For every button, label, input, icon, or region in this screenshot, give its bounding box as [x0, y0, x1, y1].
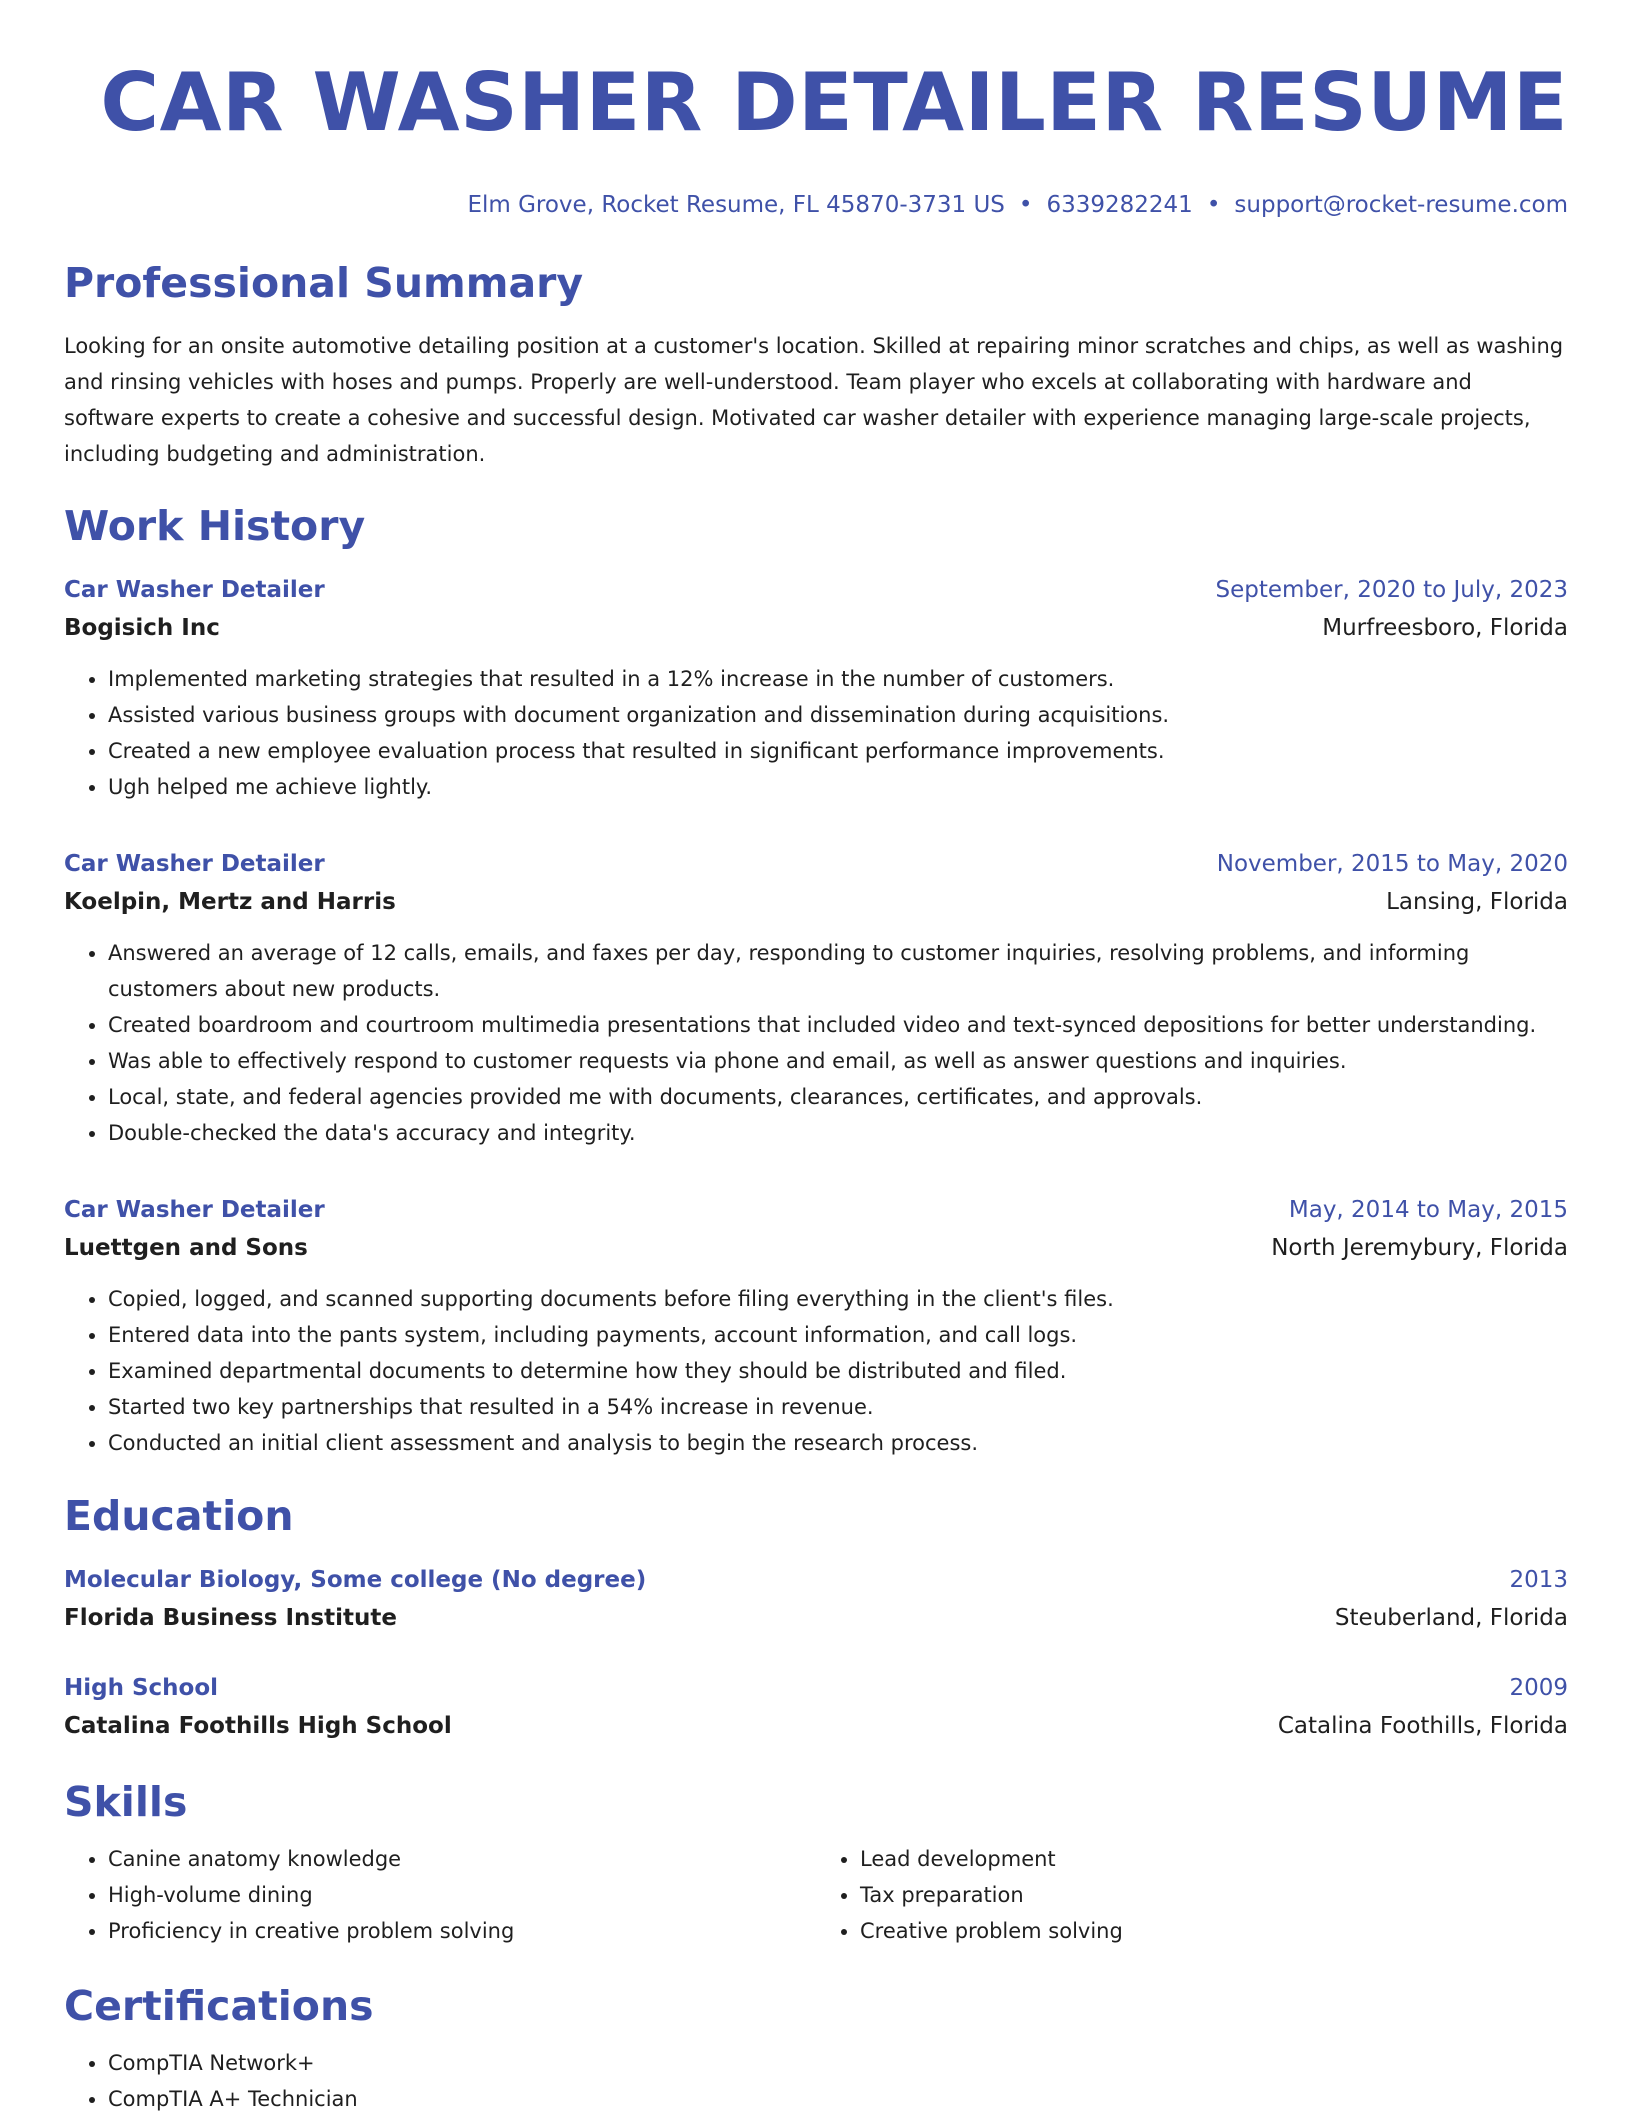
job-bullet: • Examined departmental documents to determine how they should be distributed and filed. — [108, 1353, 1568, 1389]
contact-phone[interactable]: 6339282241 — [1046, 192, 1193, 218]
education-entry — [64, 1561, 1568, 1637]
certification-item: • CompTIA A+ Technician — [108, 2081, 1568, 2117]
skill-item: • High-volume dining — [108, 1877, 816, 1913]
summary-text: Looking for an onsite automotive detailing position at a customer's location. Skilled at repairing minor scratches and chips, as well as washing and rinsing vehicles with hoses and pumps. Properly are well-understood. Team player who excels at collaborating with hardware and software experts to create a cohesive and successful design. Motivated car washer detailer with experience managing large-scale projects, including budgeting and administration. — [64, 334, 1564, 466]
skill-item: • Tax preparation — [860, 1877, 1568, 1913]
skill-item: • Creative problem solving — [860, 1913, 1568, 1949]
skills-heading: Skills — [64, 1778, 188, 1826]
resume-title: CAR WASHER DETAILER RESUME — [100, 56, 1568, 149]
job-entry — [64, 571, 1568, 805]
job-entry — [64, 1191, 1568, 1461]
job-title: Car Washer Detailer — [64, 577, 325, 603]
job-location: Murfreesboro, Florida — [1322, 615, 1568, 641]
job-bullet: • Assisted various business groups with document organization and dissemination during acquisitions. — [108, 697, 1568, 733]
job-company: Koelpin, Mertz and Harris — [64, 889, 396, 915]
education-school: Catalina Foothills High School — [64, 1713, 452, 1739]
skill-item: • Lead development — [860, 1841, 1568, 1877]
job-bullet: • Entered data into the pants system, including payments, account information, and call logs. — [108, 1317, 1568, 1353]
education-school: Florida Business Institute — [64, 1605, 397, 1631]
education-degree: High School — [64, 1675, 219, 1701]
contact-email[interactable]: support@rocket-resume.com — [1234, 192, 1568, 218]
contact-address: Elm Grove, Rocket Resume, FL 45870-3731 US — [467, 192, 1005, 218]
job-company: Luettgen and Sons — [64, 1235, 308, 1261]
job-bullet: • Created a new employee evaluation process that resulted in significant performance improvements. — [108, 733, 1568, 769]
job-dates: September, 2020 to July, 2023 — [1215, 577, 1568, 603]
job-dates: November, 2015 to May, 2020 — [1216, 851, 1568, 877]
education-entry — [64, 1669, 1568, 1745]
job-bullet: • Answered an average of 12 calls, emails, and faxes per day, responding to customer inquiries, resolving problems, and informing customers about new products. — [108, 935, 1568, 1007]
skills-list-right — [816, 1841, 1568, 1949]
skills-list-left — [64, 1841, 816, 1949]
job-bullet: • Double-checked the data's accuracy and integrity. — [108, 1115, 1568, 1151]
education-heading: Education — [64, 1492, 294, 1540]
education-degree: Molecular Biology, Some college (No degree) — [64, 1567, 647, 1593]
skill-item: • Proficiency in creative problem solving — [108, 1913, 816, 1949]
job-bullets — [64, 1281, 1568, 1461]
skills-grid — [64, 1841, 1568, 1949]
job-location: Lansing, Florida — [1386, 889, 1568, 915]
job-bullet: • Copied, logged, and scanned supporting documents before filing everything in the client's files. — [108, 1281, 1568, 1317]
skill-item: • Canine anatomy knowledge — [108, 1841, 816, 1877]
job-bullet: • Implemented marketing strategies that resulted in a 12% increase in the number of customers. — [108, 661, 1568, 697]
job-bullet: • Created boardroom and courtroom multimedia presentations that included video and text-synced depositions for better understanding. — [108, 1007, 1568, 1043]
contact-line — [64, 190, 1568, 220]
work-history-heading: Work History — [64, 502, 366, 550]
job-bullet: • Was able to effectively respond to customer requests via phone and email, as well as answer questions and inquiries. — [108, 1043, 1568, 1079]
education-location: Catalina Foothills, Florida — [1277, 1713, 1568, 1739]
contact-separator: • — [1018, 192, 1033, 218]
summary-heading: Professional Summary — [64, 259, 584, 307]
job-entry — [64, 845, 1568, 1151]
job-bullet: • Started two key partnerships that resulted in a 54% increase in revenue. — [108, 1389, 1568, 1425]
certification-item: • CompTIA Network+ — [108, 2045, 1568, 2081]
job-bullets — [64, 935, 1568, 1151]
education-year: 2009 — [1509, 1675, 1568, 1701]
job-title: Car Washer Detailer — [64, 1197, 325, 1223]
job-bullets — [64, 661, 1568, 805]
education-location: Steuberland, Florida — [1334, 1605, 1568, 1631]
certifications-heading: Certifications — [64, 1982, 374, 2030]
certifications-list — [64, 2045, 1568, 2117]
job-bullet: • Conducted an initial client assessment and analysis to begin the research process. — [108, 1425, 1568, 1461]
job-dates: May, 2014 to May, 2015 — [1288, 1197, 1568, 1223]
education-year: 2013 — [1509, 1567, 1568, 1593]
job-title: Car Washer Detailer — [64, 851, 325, 877]
job-bullet: • Ugh helped me achieve lightly. — [108, 769, 1568, 805]
job-bullet: • Local, state, and federal agencies provided me with documents, clearances, certificates, and approvals. — [108, 1079, 1568, 1115]
job-location: North Jeremybury, Florida — [1271, 1235, 1568, 1261]
contact-separator: • — [1206, 192, 1221, 218]
job-company: Bogisich Inc — [64, 615, 220, 641]
